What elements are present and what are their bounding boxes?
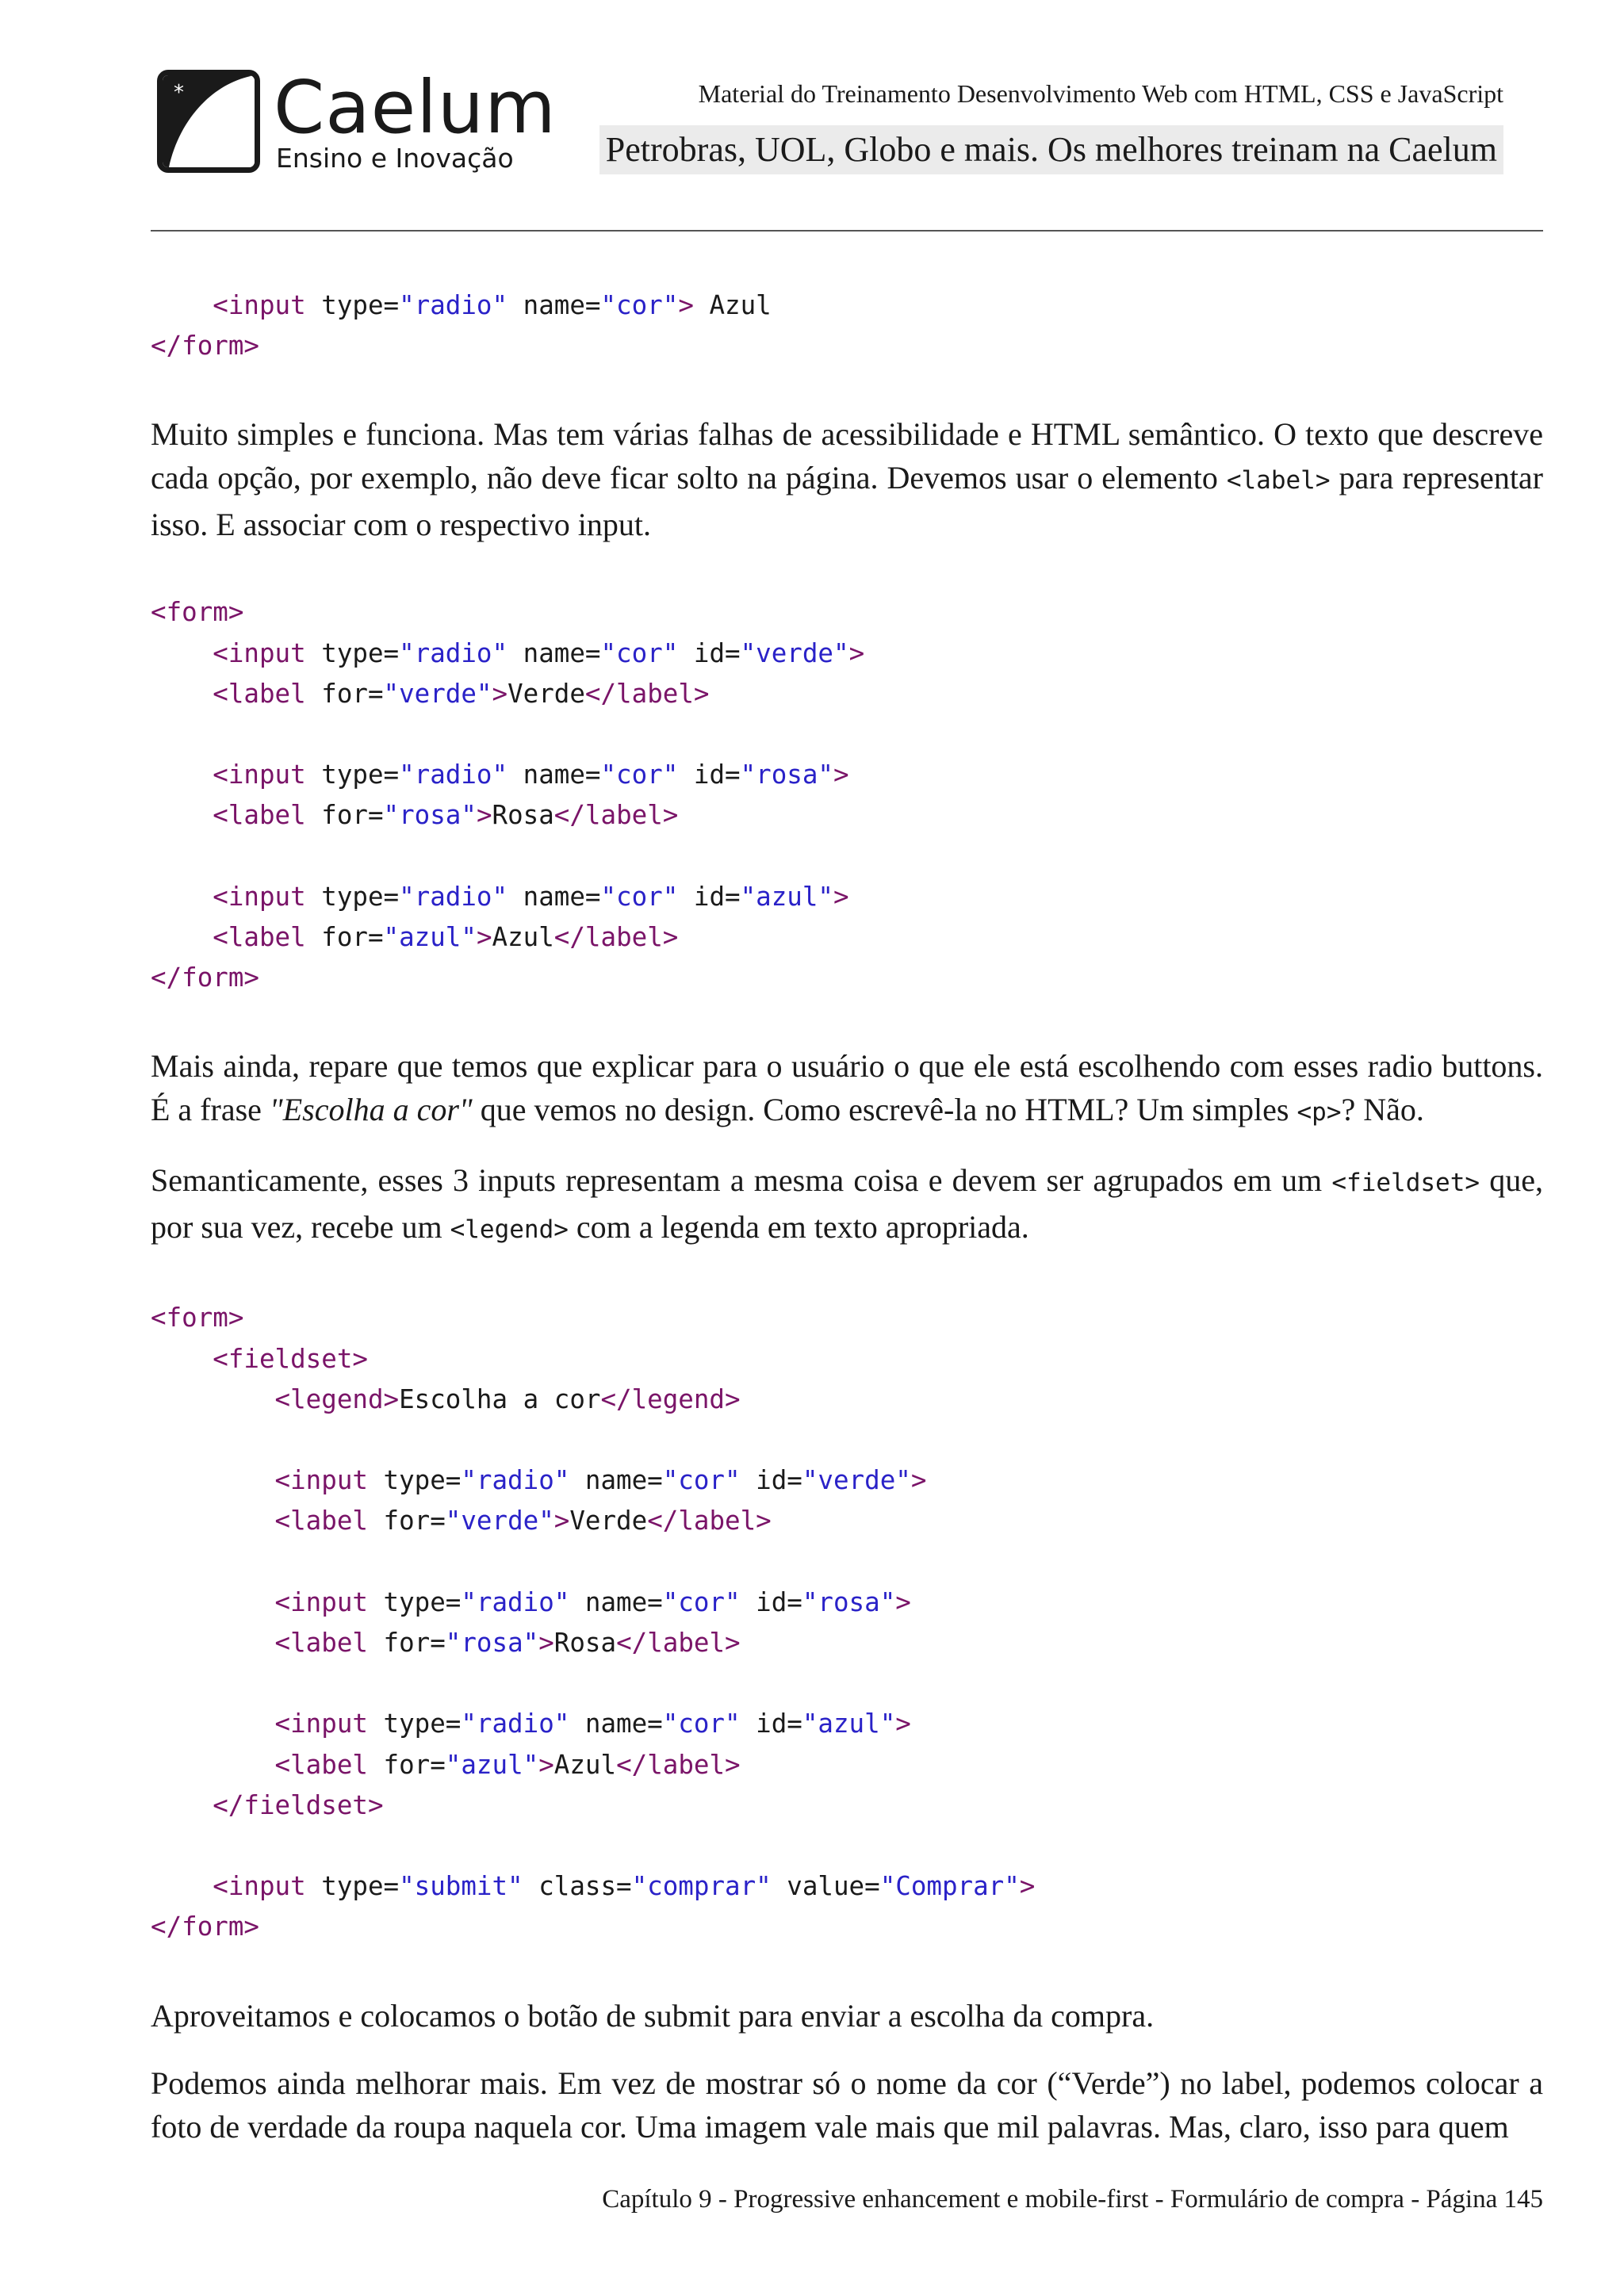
- code-text: name=: [508, 760, 601, 790]
- code-tag: </label>: [584, 678, 710, 709]
- code-tag: <input: [274, 1586, 368, 1617]
- code-tag: <label: [213, 922, 306, 953]
- code-tag: >: [833, 881, 849, 912]
- code-tag: >: [848, 637, 865, 668]
- svg-text:*: *: [174, 81, 184, 105]
- code-string: "submit": [399, 1871, 523, 1902]
- code-tag: </label>: [553, 922, 679, 953]
- code-text: Verde: [508, 678, 585, 709]
- header-banner: Petrobras, UOL, Globo e mais. Os melhores treinam na Caelum: [599, 125, 1503, 174]
- code-tag: <form>: [151, 597, 244, 628]
- code-line: [151, 1587, 911, 1617]
- code-string: "radio": [399, 881, 508, 912]
- code-tag: >: [538, 1628, 554, 1659]
- code-tag: <label: [274, 1506, 368, 1536]
- code-string: "verde": [445, 1506, 554, 1536]
- code-text: [151, 1750, 275, 1780]
- code-tag: <input: [274, 1465, 368, 1496]
- code-tag: </form>: [151, 962, 259, 993]
- code-line: [151, 882, 849, 912]
- page-footer: Capítulo 9 - Progressive enhancement e mobile-first - Formulário de compra - Página 145: [602, 2185, 1543, 2214]
- code-tag: >: [910, 1465, 927, 1496]
- code-tag: <label: [274, 1628, 368, 1659]
- code-block: [151, 285, 1543, 366]
- code-string: "radio": [461, 1465, 570, 1496]
- code-text: type=: [367, 1709, 462, 1739]
- code-string: "rosa": [445, 1628, 539, 1659]
- code-line: [151, 679, 709, 709]
- code-text: id=: [678, 637, 741, 668]
- material-title: Material do Treinamento Desenvolvimento Web com HTML, CSS e JavaScript: [698, 79, 1503, 108]
- code-tag: </label>: [647, 1506, 772, 1536]
- code-text: value=: [771, 1871, 880, 1902]
- code-text: type=: [367, 1465, 462, 1496]
- code-tag: <input: [274, 1709, 368, 1739]
- code-text: Azul: [693, 290, 772, 320]
- code-line: [151, 1911, 259, 1942]
- code-line: [151, 1344, 368, 1374]
- code-line: [151, 800, 678, 830]
- code-string: "verde": [383, 678, 492, 709]
- logo-wordmark: Caelum: [274, 65, 557, 150]
- code-text: [151, 1465, 275, 1495]
- code-line: [151, 638, 864, 668]
- code-tag: </fieldset>: [213, 1789, 384, 1820]
- page-content: [151, 285, 1543, 2149]
- logo-tagline: Ensino e Inovação: [276, 143, 514, 174]
- code-string: "radio": [461, 1709, 570, 1739]
- code-text: [151, 679, 213, 709]
- code-text: Escolha a cor: [399, 1383, 601, 1414]
- code-string: "cor": [600, 637, 679, 668]
- code-line: [151, 1871, 1035, 1901]
- code-text: type=: [305, 637, 400, 668]
- code-tag: <label: [274, 1749, 368, 1780]
- logo-arc-icon: [163, 75, 255, 167]
- code-string: "radio": [399, 290, 508, 320]
- paragraph: Aproveitamos e colocamos o botão de submit para enviar a escolha da compra.: [151, 1997, 1155, 2034]
- code-string: "cor": [662, 1465, 741, 1496]
- code-text: [151, 1384, 275, 1414]
- code-text: [151, 638, 213, 668]
- code-tag: </label>: [616, 1749, 741, 1780]
- code-string: "radio": [399, 637, 508, 668]
- code-line: [151, 597, 243, 627]
- code-text: class=: [523, 1871, 632, 1902]
- code-text: [151, 1709, 275, 1739]
- code-string: "cor": [662, 1586, 741, 1617]
- code-text: Rosa: [492, 800, 554, 831]
- code-tag: >: [1019, 1871, 1036, 1902]
- code-text: for=: [367, 1628, 446, 1659]
- code-line: [151, 331, 259, 361]
- code-text: for=: [367, 1749, 446, 1780]
- code-tag: <label: [213, 800, 306, 831]
- code-tag: <input: [213, 637, 306, 668]
- code-text: [151, 800, 213, 830]
- code-block: [151, 592, 1543, 998]
- code-tag: >: [476, 800, 492, 831]
- code-tag: >: [538, 1749, 554, 1780]
- code-text: [151, 1506, 275, 1536]
- code-string: "cor": [600, 290, 679, 320]
- paragraph: Mais ainda, repare que temos que explicar para o usuário o que ele está escolhendo com esses radio buttons. É a frase "Escolha a cor" que vemos no design. Como escrevê-la no HTML? Um simples <p>? Não.: [151, 1048, 1543, 1128]
- code-string: "verde": [802, 1465, 911, 1496]
- emphasis: "Escolha a cor": [269, 1092, 473, 1128]
- code-text: [151, 1628, 275, 1658]
- code-tag: <form>: [151, 1303, 244, 1334]
- code-tag: >: [833, 760, 849, 790]
- code-text: [151, 1871, 213, 1901]
- code-line: [151, 1506, 772, 1536]
- code-tag: <fieldset>: [213, 1343, 368, 1374]
- code-text: name=: [569, 1709, 663, 1739]
- code-string: "radio": [399, 760, 508, 790]
- code-string: "cor": [600, 760, 679, 790]
- paragraph: Semanticamente, esses 3 inputs representam a mesma coisa e devem ser agrupados em um <fieldset> que, por sua vez, recebe um <legend> com a legenda em texto apropriada.: [151, 1162, 1543, 1246]
- code-tag: <input: [213, 1871, 306, 1902]
- code-text: name=: [508, 637, 601, 668]
- code-line: [151, 1750, 741, 1780]
- code-text: for=: [305, 800, 384, 831]
- code-line: [151, 1790, 384, 1820]
- code-text: [151, 760, 213, 790]
- code-text: id=: [740, 1709, 802, 1739]
- code-tag: <input: [213, 760, 306, 790]
- code-string: "comprar": [631, 1871, 772, 1902]
- code-tag: </form>: [151, 1911, 259, 1942]
- code-tag: <legend>: [274, 1383, 400, 1414]
- code-text: Azul: [553, 1749, 617, 1780]
- code-string: "Comprar": [879, 1871, 1020, 1902]
- code-string: "azul": [802, 1709, 896, 1739]
- code-tag: </form>: [151, 331, 259, 362]
- code-line: [151, 290, 772, 320]
- inline-code: <fieldset>: [1331, 1169, 1480, 1198]
- code-tag: >: [895, 1586, 911, 1617]
- code-text: id=: [678, 760, 741, 790]
- code-string: "azul": [740, 881, 833, 912]
- code-text: type=: [305, 1871, 400, 1902]
- inline-code: <label>: [1226, 466, 1331, 496]
- code-text: [151, 290, 213, 320]
- header-divider: [151, 230, 1543, 232]
- code-text: id=: [740, 1586, 802, 1617]
- code-text: Rosa: [553, 1628, 617, 1659]
- code-string: "azul": [383, 922, 477, 953]
- inline-code: <p>: [1297, 1098, 1342, 1127]
- code-string: "radio": [461, 1586, 570, 1617]
- code-text: type=: [305, 881, 400, 912]
- code-tag: </legend>: [600, 1383, 741, 1414]
- code-text: id=: [678, 881, 741, 912]
- code-text: Azul: [492, 922, 554, 953]
- code-text: id=: [740, 1465, 802, 1496]
- code-string: "verde": [740, 637, 849, 668]
- code-text: name=: [569, 1465, 663, 1496]
- inline-code: <legend>: [450, 1215, 569, 1245]
- code-string: "rosa": [383, 800, 477, 831]
- code-text: name=: [508, 290, 601, 320]
- code-tag: <input: [213, 881, 306, 912]
- code-tag: >: [476, 922, 492, 953]
- paragraph: Muito simples e funciona. Mas tem várias falhas de acessibilidade e HTML semântico. O texto que descreve cada opção, por exemplo, não deve ficar solto na página. Devemos usar o elemento <label> para representar isso. E associar com o respectivo input.: [151, 416, 1544, 543]
- code-text: for=: [305, 922, 384, 953]
- code-line: [151, 1465, 926, 1495]
- code-string: "azul": [445, 1749, 539, 1780]
- code-block: [151, 1298, 1543, 1947]
- code-tag: >: [895, 1709, 911, 1739]
- code-text: type=: [367, 1586, 462, 1617]
- code-line: [151, 1709, 911, 1739]
- code-text: [151, 1587, 275, 1617]
- code-text: [151, 882, 213, 912]
- code-line: [151, 962, 259, 993]
- code-tag: >: [553, 1506, 570, 1536]
- caelum-logo-mark: [157, 70, 260, 173]
- code-tag: <input: [213, 290, 306, 320]
- code-line: [151, 1628, 741, 1658]
- code-text: name=: [569, 1586, 663, 1617]
- code-text: type=: [305, 290, 400, 320]
- code-text: for=: [305, 678, 384, 709]
- code-tag: >: [678, 290, 694, 320]
- code-text: [151, 1790, 213, 1820]
- code-line: [151, 1384, 741, 1414]
- code-text: name=: [508, 881, 601, 912]
- code-tag: </label>: [553, 800, 679, 831]
- code-line: [151, 760, 849, 790]
- code-text: Verde: [569, 1506, 648, 1536]
- code-text: type=: [305, 760, 400, 790]
- paragraph: Podemos ainda melhorar mais. Em vez de mostrar só o nome da cor (“Verde”) no label, podemos colocar a foto de verdade da roupa naquela cor. Uma imagem vale mais que mil palavras. Mas, claro, isso para quem: [151, 2064, 1543, 2145]
- code-text: [151, 1344, 213, 1374]
- code-tag: >: [492, 678, 508, 709]
- code-string: "rosa": [740, 760, 833, 790]
- code-text: [151, 922, 213, 952]
- code-string: "cor": [600, 881, 679, 912]
- code-line: [151, 1303, 243, 1333]
- code-tag: <label: [213, 678, 306, 709]
- code-string: "rosa": [802, 1586, 896, 1617]
- code-string: "cor": [662, 1709, 741, 1739]
- code-tag: </label>: [616, 1628, 741, 1659]
- code-text: for=: [367, 1506, 446, 1536]
- code-line: [151, 922, 678, 952]
